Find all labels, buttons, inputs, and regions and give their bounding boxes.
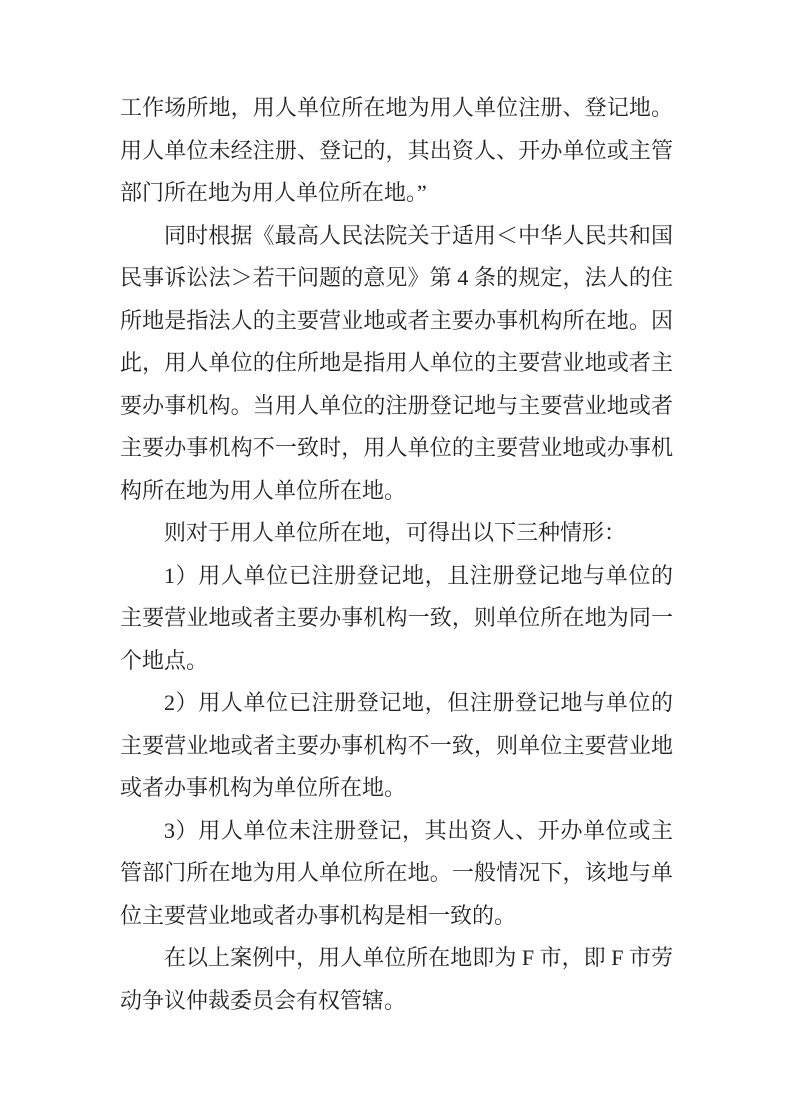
paragraph-three-scenarios-intro: 则对于用人单位所在地，可得出以下三种情形： xyxy=(164,520,627,545)
paragraph-quote-continuation: 工作场所地，用人单位所在地为用人单位注册、登记地。用人单位未经注册、登记的，其出资人、开办单位或主管部门所在地为用人单位所在地。” xyxy=(120,95,673,205)
paragraph-legal-basis: 同时根据《最高人民法院关于适用＜中华人民共和国民事诉讼法＞若干问题的意见》第 4 条的规定，法人的住所地是指法人的主要营业地或者主要办事机构所在地。因此，用人单位的住所地是指用人单位的主要营业地或者主要办事机构。当用人单位的注册登记地与主要营业地或者主要办事机构不一致时，用人单位的主要营业地或办事机构所在地为用人单位所在地。 xyxy=(120,222,673,503)
paragraph-conclusion: 在以上案例中，用人单位所在地即为 F 市，即 F 市劳动争议仲裁委员会有权管辖。 xyxy=(120,945,673,1013)
paragraph-scenario-1: 1）用人单位已注册登记地，且注册登记地与单位的主要营业地或者主要办事机构一致，则单位所在地为同一个地点。 xyxy=(120,562,673,673)
document-body xyxy=(120,87,673,1022)
paragraph-scenario-3: 3）用人单位未注册登记，其出资人、开办单位或主管部门所在地为用人单位所在地。一般情况下，该地与单位主要营业地或者办事机构是相一致的。 xyxy=(120,817,673,928)
paragraph-scenario-2: 2）用人单位已注册登记地，但注册登记地与单位的主要营业地或者主要办事机构不一致，则单位主要营业地或者办事机构为单位所在地。 xyxy=(120,690,673,800)
